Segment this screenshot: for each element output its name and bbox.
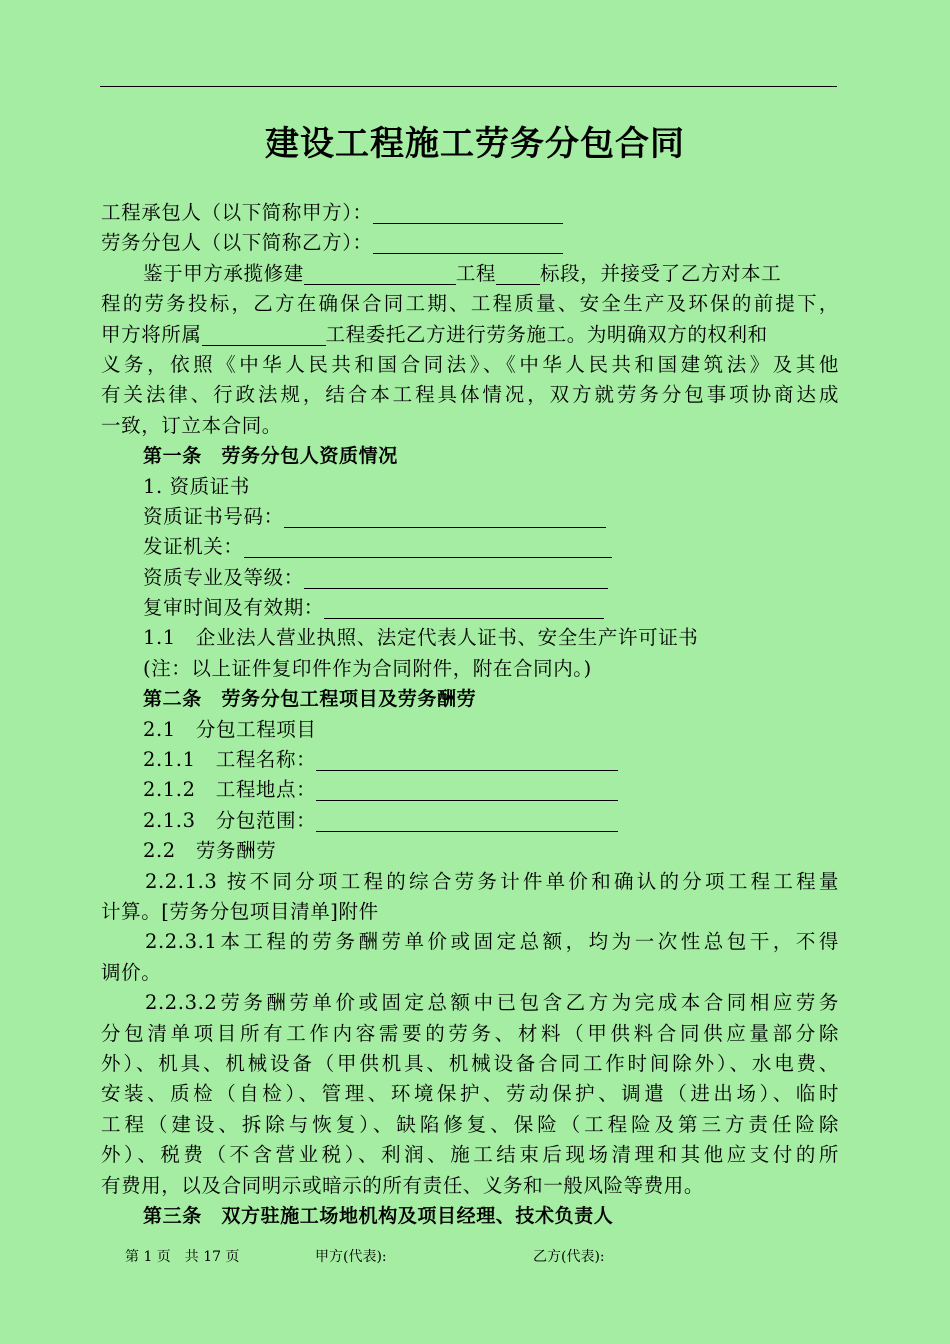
cert-number-line: 资质证书号码： (101, 502, 839, 532)
review-line: 复审时间及有效期： (101, 593, 839, 623)
section-blank (496, 264, 540, 285)
preamble-line-3: 甲方将所属 工程委托乙方进行劳务施工。为明确双方的权利和 (101, 322, 768, 346)
project-name-blank (316, 750, 618, 771)
contractor-line (101, 198, 839, 228)
project-scope-line: 2.1.3 分包范围： (101, 806, 839, 836)
article-1-item-1: 1. 资质证书 (143, 474, 251, 498)
project-location-line: 2.1.2 工程地点： (101, 775, 839, 805)
grade-blank (304, 568, 608, 589)
preamble-line-6: 一致，订立本合同。 (101, 413, 282, 437)
issuer-blank (244, 537, 612, 558)
para-2213-line-1: 2.2.1.3 按不同分项工程的综合劳务计件单价和确认的分项工程工程量 (145, 869, 839, 893)
article-1-item-1-1: 1.1 企业法人营业执照、法定代表人证书、安全生产许可证书 (143, 626, 699, 650)
document-title: 建设工程施工劳务分包合同 (265, 124, 685, 164)
page-footer (125, 1246, 605, 1266)
para-2232-line-6: 外）、税费（不含营业税）、利润、施工结束后现场清理和其他应支付的所 (101, 1143, 839, 1167)
para-2231-line-1: 2.2.3.1本工程的劳务酬劳单价或固定总额，均为一次性总包干，不得 (145, 930, 839, 954)
contractor-blank (373, 203, 563, 224)
para-2213-line-2: 计算。[劳务分包项目清单]附件 (101, 899, 379, 923)
para-2232-line-1: 2.2.3.2劳务酬劳单价或固定总额中已包含乙方为完成本合同相应劳务 (145, 991, 839, 1015)
subcontractor-line (101, 228, 839, 258)
preamble-line-2: 程的劳务投标，乙方在确保合同工期、工程质量、安全生产及环保的前提下， (101, 292, 839, 316)
project-name-line: 2.1.1 工程名称： (101, 745, 839, 775)
para-2232-line-3: 外）、机具、机械设备（甲供机具、机械设备合同工作时间除外）、水电费、 (101, 1051, 839, 1075)
party-b-signature: 乙方(代表): (533, 1249, 605, 1265)
review-blank (324, 598, 604, 619)
party-a-signature: 甲方(代表): (315, 1249, 387, 1265)
subcontractor-label: 劳务分包人（以下简称乙方）： (101, 231, 373, 255)
project-location-blank (316, 780, 618, 801)
article-2-heading: 第二条 劳务分包工程项目及劳务酬劳 (143, 688, 477, 711)
contractor-label: 工程承包人（以下简称甲方）： (101, 201, 373, 224)
preamble-line-5: 有关法律、行政法规，结合本工程具体情况，双方就劳务分包事项协商达成 (101, 383, 839, 407)
para-2232-line-5: 工程（建设、拆除与恢复）、缺陷修复、保险（工程险及第三方责任险除 (101, 1112, 839, 1136)
cert-number-blank (284, 507, 606, 528)
para-2231-line-2: 调价。 (101, 960, 162, 984)
project-blank (304, 264, 456, 285)
para-2232-line-4: 安装、质检（自检）、管理、环境保护、劳动保护、调遣（进出场）、临时 (101, 1082, 839, 1106)
para-2232-line-7: 有费用，以及合同明示或暗示的所有责任、义务和一般风险等费用。 (101, 1173, 705, 1197)
page-number: 第 1 页 共 17 页 (125, 1249, 240, 1265)
article-1-note: (注：以上证件复印件作为合同附件，附在合同内。) (143, 656, 592, 680)
project-scope-blank (316, 811, 618, 832)
article-1-heading: 第一条 劳务分包人资质情况 (143, 445, 398, 468)
issuer-line: 发证机关： (101, 532, 839, 562)
preamble-line-4: 义务，依照《中华人民共和国合同法》、《中华人民共和国建筑法》及其他 (101, 352, 839, 376)
article-3-heading: 第三条 双方驻施工场地机构及项目经理、技术负责人 (143, 1204, 614, 1227)
contract-body (101, 198, 839, 1231)
grade-line: 资质专业及等级： (101, 563, 839, 593)
header-rule (100, 86, 837, 87)
subcontractor-blank (373, 233, 563, 254)
para-2232-line-2: 分包清单项目所有工作内容需要的劳务、材料（甲供料合同供应量部分除 (101, 1021, 839, 1045)
affiliated-project-blank (202, 325, 326, 346)
section-2-2: 2.2 劳务酬劳 (143, 839, 277, 863)
preamble-line-1: 鉴于甲方承揽修建 工程 标段，并接受了乙方对本工 (143, 261, 782, 285)
section-2-1: 2.1 分包工程项目 (143, 717, 317, 741)
